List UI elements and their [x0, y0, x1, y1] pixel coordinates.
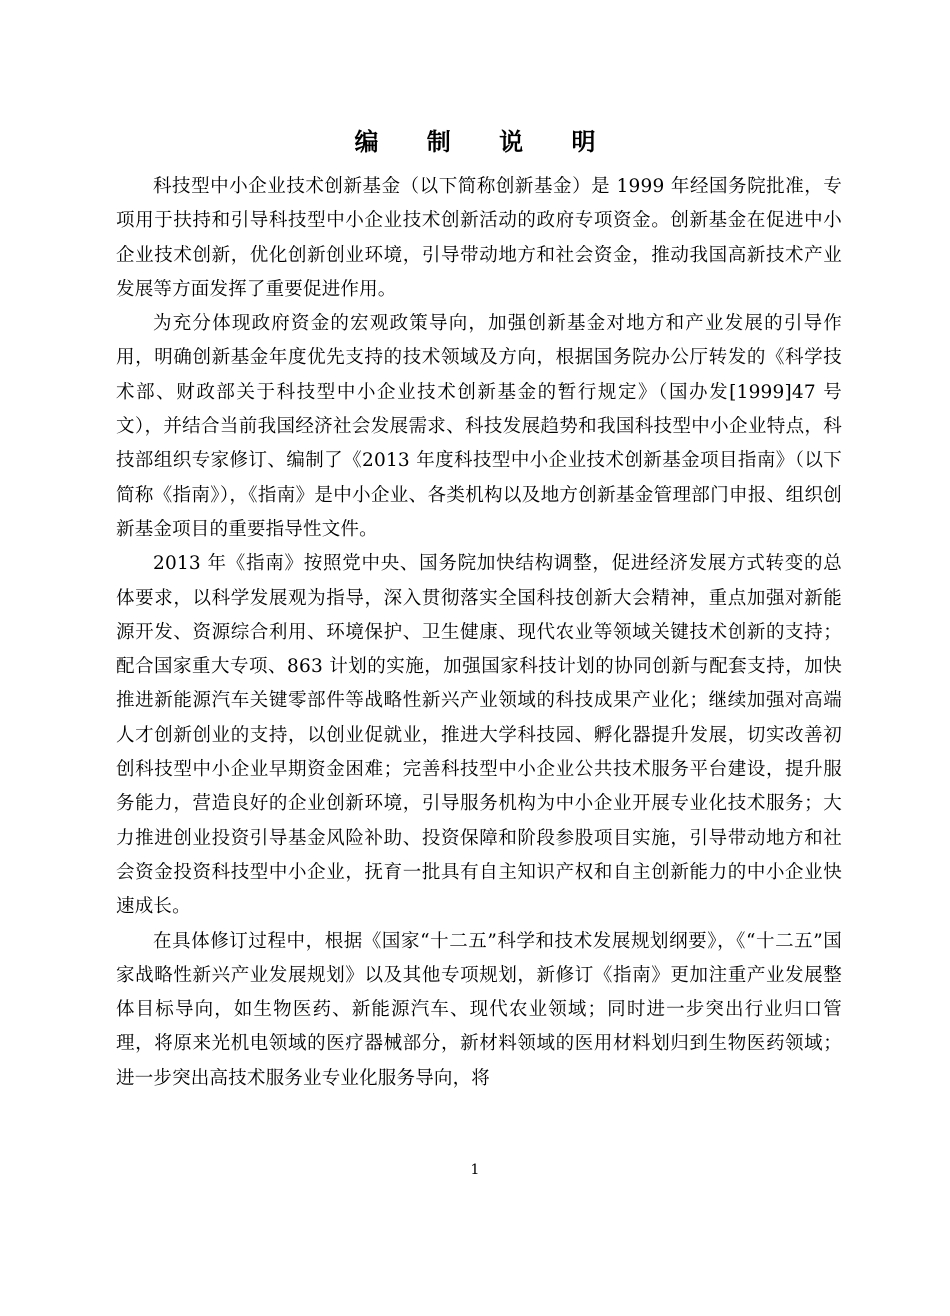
paragraph-2: 为充分体现政府资金的宏观政策导向，加强创新基金对地方和产业发展的引导作用，明确创新基金年度优先支持的技术领域及方向，根据国务院办公厅转发的《科学技术部、财政部关于科技型中小企业技术创新基金的暂行规定》（国办发[1999]47 号文），并结合当前我国经济社会发展需求、科技发展趋势和我国科技型中小企业特点，科技部组织专家修订、编制了《2013 年度科技型中小企业技术创新基金项目指南》（以下简称《指南》），《指南》是中小企业、各类机构以及地方创新基金管理部门申报、组织创新基金项目的重要指导性文件。: [116, 313, 842, 540]
page-number: 1: [470, 1162, 480, 1178]
body-text: [116, 170, 842, 1096]
page-title: 编 制 说 明: [354, 128, 616, 156]
paragraph-4: 在具体修订过程中，根据《国家“十二五”科学和技术发展规划纲要》，《“十二五”国家战略性新兴产业发展规划》以及其他专项规划，新修订《指南》更加注重产业发展整体目标导向，如生物医药、新能源汽车、现代农业领域；同时进一步突出行业归口管理，将原来光机电领域的医疗器械部分，新材料领域的医用材料划归到生物医药领域；进一步突出高技术服务业专业化服务导向，将: [116, 930, 842, 1089]
paragraph-3: 2013 年《指南》按照党中央、国务院加快结构调整，促进经济发展方式转变的总体要求，以科学发展观为指导，深入贯彻落实全国科技创新大会精神，重点加强对新能源开发、资源综合利用、环境保护、卫生健康、现代农业等领域关键技术创新的支持；配合国家重大专项、863 计划的实施，加强国家科技计划的协同创新与配套支持，加快推进新能源汽车关键零部件等战略性新兴产业领域的科技成果产业化；继续加强对高端人才创新创业的支持，以创业促就业，推进大学科技园、孵化器提升发展，切实改善初创科技型中小企业早期资金困难；完善科技型中小企业公共技术服务平台建设，提升服务能力，营造良好的企业创新环境，引导服务机构为中小企业开展专业化技术服务；大力推进创业投资引导基金风险补助、投资保障和阶段参股项目实施，引导带动地方和社会资金投资科技型中小企业，抚育一批具有自主知识产权和自主创新能力的中小企业快速成长。: [116, 553, 842, 918]
paragraph-1: 科技型中小企业技术创新基金（以下简称创新基金）是 1999 年经国务院批准，专项用于扶持和引导科技型中小企业技术创新活动的政府专项资金。创新基金在促进中小企业技术创新，优化创新创业环境，引导带动地方和社会资金，推动我国高新技术产业发展等方面发挥了重要促进作用。: [116, 176, 842, 300]
